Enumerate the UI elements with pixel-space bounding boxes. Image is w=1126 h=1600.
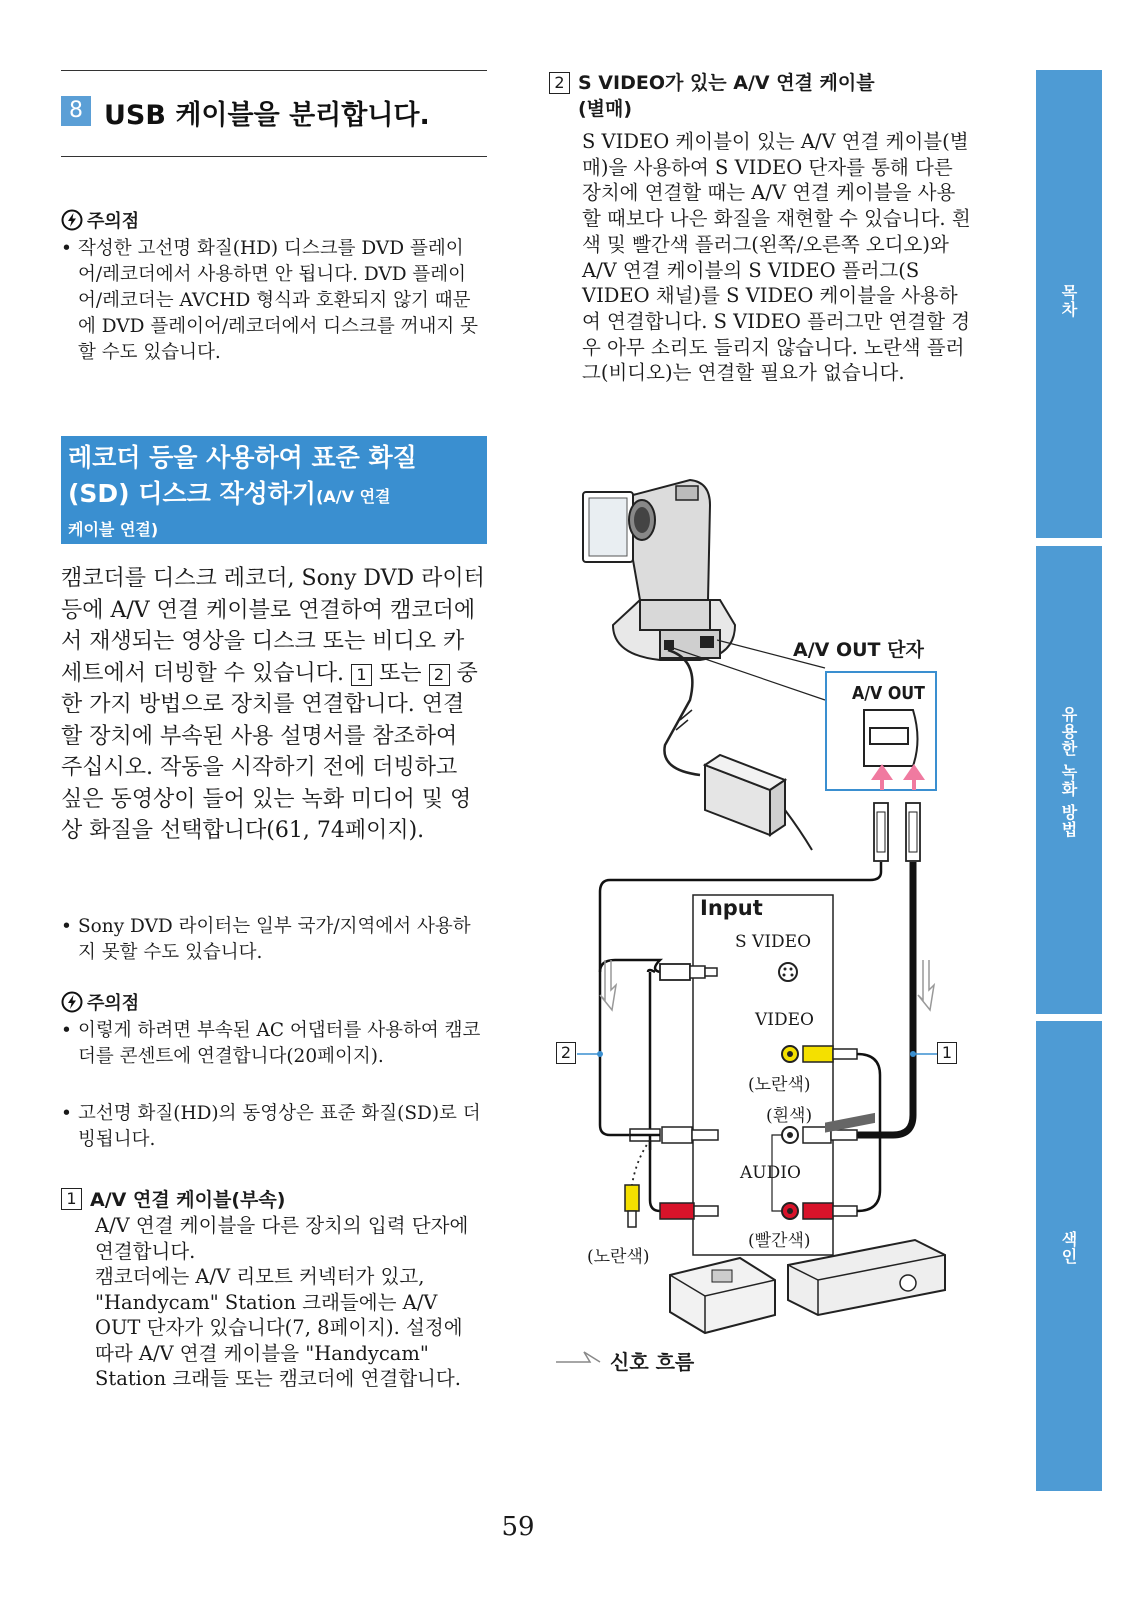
page-number: 59 <box>501 1512 535 1542</box>
top-rule <box>61 70 487 71</box>
step-rule <box>61 156 487 157</box>
tab-index[interactable] <box>1036 1021 1102 1491</box>
audio-label: AUDIO <box>740 1163 801 1183</box>
input-label: Input <box>700 896 763 920</box>
marker-1-box: 1 <box>937 1042 957 1064</box>
step-8-heading: USB 케이블을 분리합니다. <box>104 100 430 131</box>
caution-1-text: 작성한 고선명 화질(HD) 디스크를 DVD 플레이어/레코더에서 사용하면 안 됩니다. DVD 플레이어/레코더는 AVCHD 형식과 호환되지 않기 때문에 DVD 플레이어/레코더에서 디스크를 꺼내지 못할 수도 있습니다. <box>78 238 479 363</box>
intro-bullet: • Sony DVD 라이터는 일부 국가/지역에서 사용하지 못할 수도 있습니다. <box>61 914 481 966</box>
section-title <box>68 440 484 545</box>
av-out-plug <box>874 803 920 861</box>
marker-1 <box>937 1042 957 1064</box>
caution-icon <box>61 209 83 231</box>
section-title-suffix: (A/V 연결 <box>316 487 391 506</box>
signal-flow-legend-icon <box>556 1352 600 1362</box>
intro-text-2: 중 한 가지 방법으로 장치를 연결합니다. 연결할 장치에 부속된 사용 설명서를 참조하여 주십시오. 작동을 시작하기 전에 더빙하고 싶은 동영상이 들어 있는 녹화 미디어 및 영상 화질을 선택합니다(61, 74페이지). <box>61 660 478 843</box>
caution-2-item-2: • 고선명 화질(HD)의 동영상은 표준 화질(SD)로 더빙됩니다. <box>61 1101 481 1153</box>
item-2-text: S VIDEO 케이블이 있는 A/V 연결 케이블(별매)을 사용하여 S VIDEO 단자를 통해 다른 장치에 연결할 때는 A/V 연결 케이블을 사용할 때보다 나은 화질을 재현할 수 있습니다. 흰색 및 빨간색 플러그(왼쪽/오른쪽 오디오)와 A/V 연결 케이블의 S VIDEO 플러그(S VIDEO 채널)를 S VIDEO 케이블을 사용하여 연결합니다. S VIDEO 플러그만 연결할 경우 아무 소리도 들리지 않습니다. 노란색 플러그(비디오)는 연결할 필요가 없습니다. <box>582 130 971 385</box>
av-out-port-label: A/V OUT <box>852 683 925 704</box>
caution-title: 주의점 <box>87 211 140 232</box>
section-title-line1: 레코더 등을 사용하여 표준 화질 <box>68 443 417 472</box>
tab-toc[interactable] <box>1036 70 1102 538</box>
method-1-box: 1 <box>351 664 372 686</box>
dvd-writer-illustration <box>670 1258 775 1333</box>
caution-2-text-1: 이렇게 하려면 부속된 AC 어댑터를 사용하여 캠코더를 콘센트에 연결합니다(20페이지). <box>78 1020 481 1067</box>
yellow-label: (노란색) <box>748 1075 811 1095</box>
intro-bullet-text: Sony DVD 라이터는 일부 국가/지역에서 사용하지 못할 수도 있습니다. <box>78 916 471 963</box>
tab-useful-label: 유용한 녹화 방법 <box>1059 706 1078 839</box>
tab-index-label: 색인 <box>1059 1231 1078 1265</box>
caution-heading-2 <box>61 989 139 1015</box>
item-2-heading <box>549 70 875 122</box>
section-title-line3: 케이블 연결) <box>68 520 159 539</box>
caution-2-text-2: 고선명 화질(HD)의 동영상은 표준 화질(SD)로 더빙됩니다. <box>78 1103 481 1150</box>
s-video-jack <box>779 963 797 981</box>
caution-2-item-1: • 이렇게 하려면 부속된 AC 어댑터를 사용하여 캠코더를 콘센트에 연결합니다(20페이지). <box>61 1018 481 1070</box>
handycam-illustration <box>583 480 735 660</box>
item-2-number-box: 2 <box>549 72 570 94</box>
s-video-label: S VIDEO <box>735 932 812 952</box>
av-out-terminal-label: A/V OUT 단자 <box>793 639 924 661</box>
item-2-title-line1: S VIDEO가 있는 A/V 연결 케이블 <box>578 72 875 94</box>
ac-adapter-illustration <box>705 755 812 850</box>
item-1-title: A/V 연결 케이블(부속) <box>90 1189 286 1211</box>
intro-or: 또는 <box>379 660 422 686</box>
yellow-rca-plug <box>803 1046 857 1062</box>
caution-icon <box>61 991 83 1013</box>
marker-2-box: 2 <box>556 1042 576 1064</box>
caution-title: 주의점 <box>87 993 140 1014</box>
item-1-heading <box>61 1185 285 1212</box>
video-label: VIDEO <box>755 1010 814 1030</box>
item-1-text: A/V 연결 케이블을 다른 장치의 입력 단자에 연결합니다. 캠코더에는 A/V 리모트 커넥터가 있고, "Handycam" Station 크래들에는 A/V OUT 단자가 있습니다(7, 8페이지). 설정에 따라 A/V 연결 케이블을 "Handycam" Station 크래들 또는 캠코더에 연결합니다. <box>95 1214 469 1390</box>
step-number-badge: 8 <box>61 96 91 126</box>
caution-1-item: • 작성한 고선명 화질(HD) 디스크를 DVD 플레이어/레코더에서 사용하면 안 됩니다. DVD 플레이어/레코더는 AVCHD 형식과 호환되지 않기 때문에 DVD 플레이어/레코더에서 디스크를 꺼내지 못할 수도 있습니다. <box>61 236 481 366</box>
signal-flow-arrow-icon <box>600 960 616 1010</box>
av-out-port-icon <box>864 710 918 766</box>
signal-flow-arrow-icon <box>918 960 934 1010</box>
yellow-plug-label: (노란색) <box>587 1247 650 1267</box>
signal-flow-label: 신호 흐름 <box>610 1350 695 1374</box>
method-2-box: 2 <box>429 664 450 686</box>
caution-heading-1 <box>61 207 139 233</box>
item-1-number-box: 1 <box>61 1188 82 1210</box>
white-label: (흰색) <box>766 1106 813 1126</box>
item-2-title-line2: (별매) <box>578 98 633 120</box>
section-title-line2: (SD) 디스크 작성하기 <box>68 479 317 508</box>
tab-toc-label: 목차 <box>1059 284 1078 318</box>
dangling-yellow-plug <box>625 1185 639 1227</box>
marker-2 <box>556 1042 576 1064</box>
intro-paragraph <box>61 563 485 847</box>
red-label: (빨간색) <box>748 1231 811 1251</box>
intro-text-1: 캠코더를 디스크 레코더, Sony DVD 라이터 등에 A/V 연결 케이블로 연결하여 캠코더에서 재생되는 영상을 디스크 또는 비디오 카세트에서 더빙할 수 있습니다. <box>61 566 485 686</box>
tab-useful-recording[interactable] <box>1036 546 1102 1014</box>
